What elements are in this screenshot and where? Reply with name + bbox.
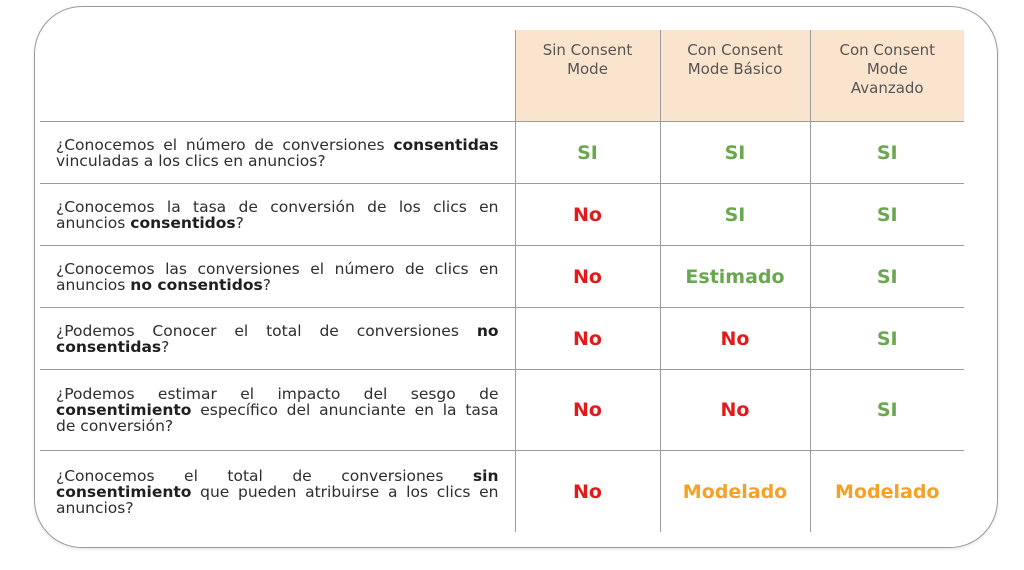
- value-sin-consent: No: [515, 308, 660, 370]
- question-text: ¿Conocemos la tasa de conversión de los clics en anuncios: [56, 197, 499, 232]
- question-text: específico del anunciante en la tasa de conversión?: [56, 401, 499, 435]
- value-sin-consent: SI: [515, 122, 660, 184]
- table-row: [40, 122, 964, 184]
- question-text: ¿Conocemos el número de conversiones: [56, 135, 394, 154]
- value-basico: No: [660, 370, 810, 451]
- value-avanzado: SI: [810, 246, 964, 308]
- question-cell: [40, 308, 515, 370]
- value-sin-consent: No: [515, 451, 660, 533]
- value-sin-consent: No: [515, 246, 660, 308]
- value-avanzado: SI: [810, 184, 964, 246]
- question-bold-text: consentidos: [130, 213, 236, 232]
- question-bold-text: sin consentimiento: [56, 466, 499, 501]
- question-text: ¿Podemos estimar el impacto del sesgo de: [56, 385, 499, 403]
- value-avanzado: SI: [810, 370, 964, 451]
- question-cell: [40, 184, 515, 246]
- value-basico: SI: [660, 184, 810, 246]
- question-text: ?: [161, 337, 170, 356]
- question-bold-text: no consentidas: [56, 321, 499, 356]
- question-bold-text: consentimiento: [56, 401, 192, 419]
- value-basico: No: [660, 308, 810, 370]
- value-basico: SI: [660, 122, 810, 184]
- question-text: vinculadas a los clics en anuncios?: [56, 151, 326, 170]
- header-consent-mode-avanzado: Con Consent Mode Avanzado: [810, 30, 964, 122]
- header-consent-mode-basico: Con Consent Mode Básico: [660, 30, 810, 122]
- question-text: ?: [235, 213, 244, 232]
- header-row: [40, 30, 964, 122]
- value-sin-consent: No: [515, 370, 660, 451]
- header-empty-cell: [40, 30, 515, 122]
- question-bold-text: no consentidos: [130, 275, 263, 294]
- value-basico: Estimado: [660, 246, 810, 308]
- table-row: [40, 184, 964, 246]
- value-basico: Modelado: [660, 451, 810, 533]
- question-cell: [40, 451, 515, 533]
- header-sin-consent-mode: Sin Consent Mode: [515, 30, 660, 122]
- comparison-table: [40, 30, 964, 532]
- table-row: [40, 370, 964, 451]
- question-text: que pueden atribuirse a los clics en anuncios?: [56, 482, 499, 517]
- question-cell: [40, 122, 515, 184]
- value-sin-consent: No: [515, 184, 660, 246]
- value-avanzado: SI: [810, 122, 964, 184]
- question-cell: [40, 246, 515, 308]
- question-text: ¿Conocemos las conversiones el número de clics en anuncios: [56, 259, 499, 294]
- value-avanzado: SI: [810, 308, 964, 370]
- question-bold-text: consentidas: [393, 135, 499, 154]
- question-text: ¿Podemos Conocer el total de conversiones: [56, 321, 477, 340]
- table-row: [40, 451, 964, 533]
- question-text: ?: [262, 275, 271, 294]
- table-row: [40, 246, 964, 308]
- table-row: [40, 308, 964, 370]
- value-avanzado: Modelado: [810, 451, 964, 533]
- question-cell: [40, 370, 515, 451]
- question-text: ¿Conocemos el total de conversiones: [56, 466, 473, 485]
